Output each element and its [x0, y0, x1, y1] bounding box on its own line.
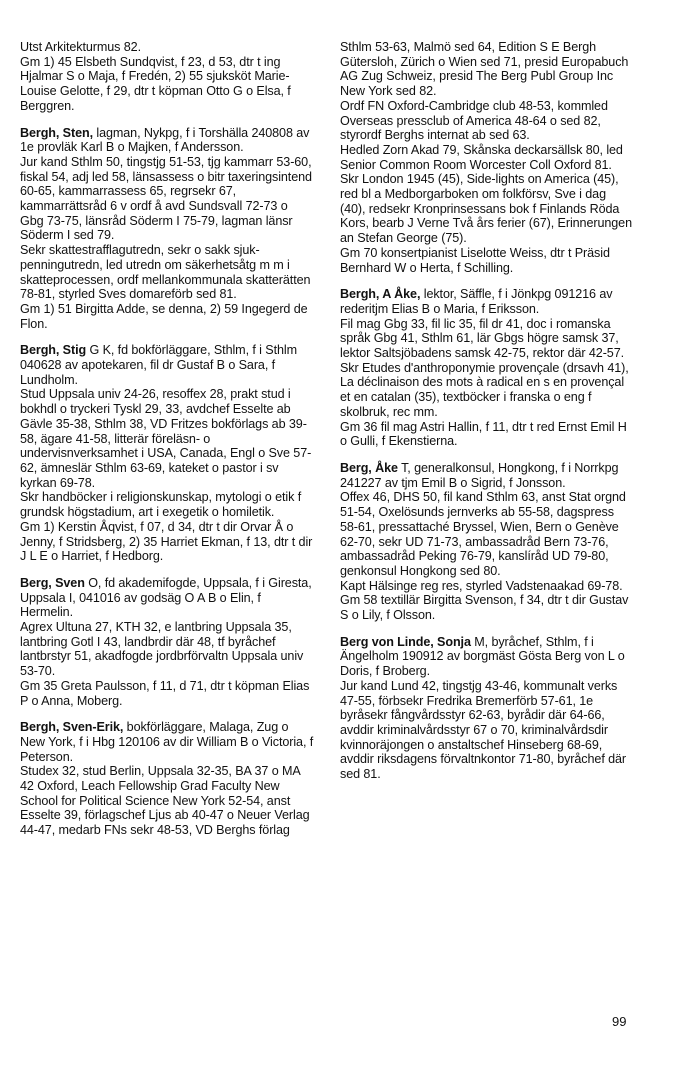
- entry-line: Studex 32, stud Berlin, Uppsala 32-35, BA 37 o MA 42 Oxford, Leach Fellowship Grad Faculty New School for Political Science New York 52-54, anst Esselte 39, förlagschef Ljus ab 40-47 o Neuer Verlag 44-47, medarb FNs sekr 48-53, VD Berghs förlag: [20, 764, 310, 838]
- entry-line: Sthlm 53-63, Malmö sed 64, Edition S E Bergh Gütersloh, Zürich o Wien sed 71, presid Europabuch AG Zug Schweiz, presid The Berg Publ Group Inc New York sed 82.: [340, 40, 629, 99]
- entry-name: Bergh, Sten,: [20, 125, 93, 140]
- entry-line: Gm 1) 45 Elsbeth Sundqvist, f 23, d 53, dtr t ing Hjalmar S o Maja, f Fredén, 2) 55 sjuksköt Marie-Louise Gelotte, f 29, dtr t köpman Otto G o Elsa, f Berggren.: [20, 54, 291, 113]
- entry-text: G K, fd bokförläggare, Sthlm, f i Sthlm 040628 av apotekaren, fil dr Gustaf B o Sara, f Lundholm.: [20, 343, 297, 387]
- entry-text: O, fd akademifogde, Uppsala, f i Giresta, Uppsala I, 041016 av godsäg O A B o Elin, f Hermelin.: [20, 575, 312, 620]
- entry-line: Agrex Ultuna 27, KTH 32, e lantbring Uppsala 35, lantbring Gotl I 43, landbrdir där 48, tf byråchef lantbrstyr 51, akadfogde jordbrförvaltn Uppsala univ 53-70.: [20, 620, 304, 679]
- entry-berg-sven: [20, 576, 314, 708]
- page-number: 99: [612, 1014, 627, 1029]
- entry-line: [20, 126, 314, 155]
- entry-line: Utst Arkitekturmus 82.: [20, 40, 141, 54]
- entry-line: [340, 287, 634, 316]
- entry-line: Jur kand Sthlm 50, tingstjg 51-53, tjg kammarr 53-60, fiskal 54, adj led 58, länsassess o bitr taxeringsintend 60-65, kammarrassess 65, regrsekr 67, kammarrättsråd 6 v ordf å avd Sundsvall 72-73 o Gbg 73-75, länsråd Söderm I 75-79, lagman länsr Söderm I sed 79.: [20, 154, 312, 243]
- entry-line: Kapt Hälsinge reg res, styrled Vadstenaakad 69-78.: [340, 578, 623, 593]
- entry-line: Skr London 1945 (45), Side-lights on America (45), red bl a Medborgarboken om folkförsv, Sve i dag (40), redsekr Kronprinsessans bok f Finlands Röda Kors, bearb J Verne Två års ferier (67), Erinnerungen an Stefan George (75).: [340, 172, 632, 246]
- entry-text: M, byråchef, Sthlm, f i Ängelholm 190912 av borgmäst Gösta Berg von L o Doris, f Broberg.: [340, 634, 625, 679]
- entry-line: [20, 720, 314, 764]
- entry-name: Berg, Åke: [340, 460, 398, 475]
- entry-text: lektor, Säffle, f i Jönkpg 091216 av rederitjm Elias B o Maria, f Eriksson.: [340, 287, 613, 316]
- entry-name: Berg, Sven: [20, 575, 85, 590]
- entry-line: Gm 1) Kerstin Åqvist, f 07, d 34, dtr t dir Orvar Å o Jenny, f Stridsberg, 2) 35 Harriet Ekman, f 13, dtr t dir J L E o Harriet, f Hedborg.: [20, 519, 313, 564]
- entry-line: Fil mag Gbg 33, fil lic 35, fil dr 41, doc i romanska språk Gbg 41, Sthlm 61, lär Gbgs högre samsk 37, lektor Saltsjöbadens samsk 42-75, rektor där 42-57.: [340, 316, 625, 361]
- entry-text: lagman, Nykpg, f i Torshälla 240808 av 1e provläk Karl B o Majken, f Andersson.: [20, 125, 310, 155]
- entry-name: Bergh, Stig: [20, 343, 87, 358]
- entry-line: Gm 36 fil mag Astri Hallin, f 11, dtr t red Ernst Emil H o Gulli, f Ekenstierna.: [340, 419, 627, 449]
- entry-bergh-stig: [20, 343, 314, 564]
- entry-bergh-ake: [340, 287, 634, 449]
- entry-line: Sekr skattestrafflagutredn, sekr o sakk sjukpenningutredn, led utredn om säkerhetsåtg m m i skatteprocessen, ordf mellankommunala skatterätten 78-81, styrled Sves domareförb sed 81.: [20, 243, 311, 302]
- entry-bergh-sten: [20, 126, 314, 332]
- entry-line: [20, 343, 314, 387]
- entry-line: [340, 461, 634, 490]
- right-column: [340, 40, 634, 794]
- entry-line: [20, 576, 314, 620]
- entry-berg-von-linde-sonja: [340, 635, 634, 782]
- entry-line: Gm 70 konsertpianist Liselotte Weiss, dtr t Präsid Bernhard W o Herta, f Schilling.: [340, 245, 610, 275]
- entry-line: Ordf FN Oxford-Cambridge club 48-53, kommled Overseas pressclub of America 48-64 o sed 82, styrordf Berghs internat ab sed 63.: [340, 98, 608, 143]
- entry-name: Bergh, Sven-Erik,: [20, 720, 124, 735]
- entry-line: Gm 1) 51 Birgitta Adde, se denna, 2) 59 Ingegerd de Flon.: [20, 301, 308, 331]
- entry-name: Berg von Linde, Sonja: [340, 634, 471, 649]
- entry-name: Bergh, A Åke,: [340, 287, 421, 302]
- entry-continuation: [20, 40, 314, 114]
- entry-text: T, generalkonsul, Hongkong, f i Norrkpg 241227 av tjm Emil B o Sigrid, f Jonsson.: [340, 460, 619, 490]
- left-column: [20, 40, 314, 850]
- entry-line: Offex 46, DHS 50, fil kand Sthlm 63, anst Stat orgnd 51-54, Oxelösunds jernverks ab 55-58, dagspress 58-61, pressattaché Bryssel, Wien, Bern o Genève 62-70, sekr UD 71-73, ambassadråd Bern 73-76, ambassadråd Peking 76-79, kanslíråd UD 79-80, genkonsul Hongkong sed 80.: [340, 490, 626, 578]
- entry-line: [340, 635, 634, 679]
- entry-bergh-sven-erik: [20, 720, 314, 838]
- entry-line: Jur kand Lund 42, tingstjg 43-46, kommunalt verks 47-55, förbsekr Fredrika Bremerförb 57-61, 1e byråsekr fångvårdsstyr 62-63, byrådir där 64-66, avddir kriminalvårdsstyr 67 o 70, kriminalvårdsdir kvinnoräjongen o anstaltschef Hinseberg 68-69, avddir riksdagens förvaltnkontor 71-80, byråchef där sed 81.: [340, 678, 627, 782]
- entry-line: Gm 35 Greta Paulsson, f 11, d 71, dtr t köpman Elias P o Anna, Moberg.: [20, 678, 310, 708]
- entry-line: Skr handböcker i religionskunskap, mytologi o etik f grundsk högstadium, art i exegetik o homiletik.: [20, 490, 302, 520]
- entry-continuation: [340, 40, 634, 275]
- entry-line: Stud Uppsala univ 24-26, resoffex 28, prakt stud i bokhdl o tryckeri Tyskl 29, 33, avdchef Esselte ab Gävle 35-38, Sthlm 38, VD Fritzes bokförlags ab 39-58, ägare 41-58, litterär föreläsn- o undervisnverksamhet i USA, Canada, Engl o Sve 57-62, ämneslär Sthlm 63-69, kateket o pastor i sv kyrkan 69-78.: [20, 387, 312, 490]
- entry-line: Skr Etudes d'anthroponymie provençale (drsavh 41), La déclinaison des mots à radical en s en provençal et en catalan (35), textböcker i franska o eng f skolbruk, rec mm.: [340, 360, 629, 419]
- entry-text: bokförläggare, Malaga, Zug o New York, f i Hbg 120106 av dir William B o Victoria, f Peterson.: [20, 720, 314, 764]
- entry-line: Hedled Zorn Akad 79, Skånska deckarsällsk 80, led Senior Common Room Worcester Coll Oxford 81.: [340, 142, 623, 172]
- entry-line: Gm 58 textillär Birgitta Svenson, f 34, dtr t dir Gustav S o Lily, f Olsson.: [340, 593, 629, 623]
- entry-berg-ake: [340, 461, 634, 623]
